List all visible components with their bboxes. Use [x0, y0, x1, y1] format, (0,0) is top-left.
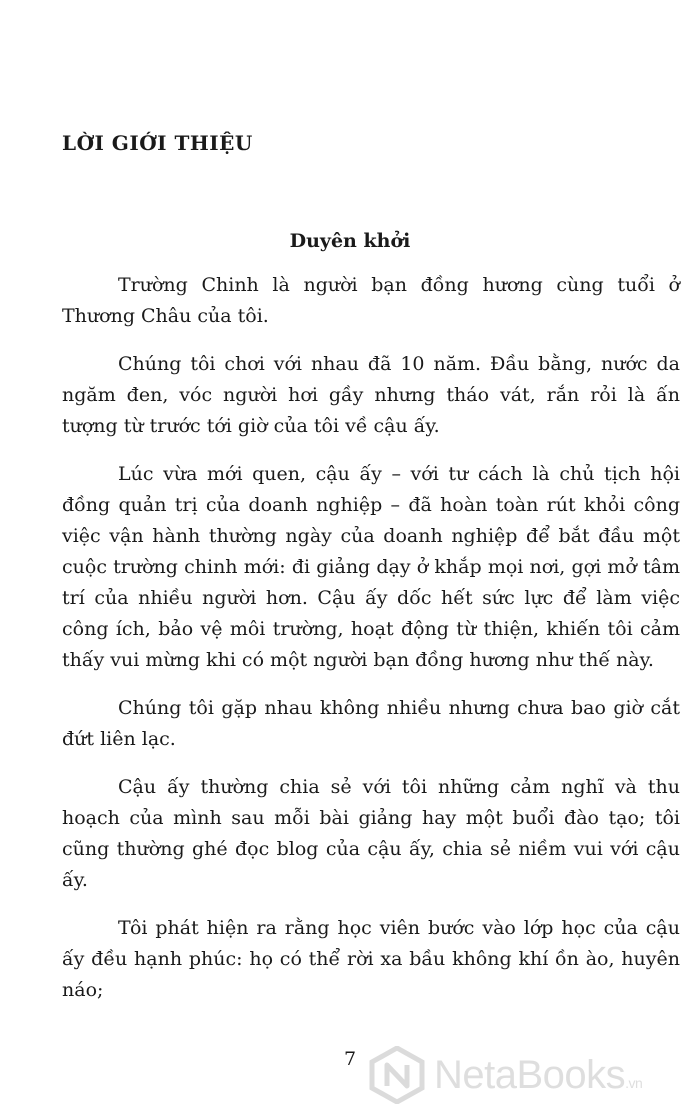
netabooks-logo-icon: [368, 1046, 426, 1104]
chapter-title: LỜI GIỚI THIỆU: [62, 131, 253, 155]
watermark-suffix: .vn: [625, 1074, 643, 1091]
paragraph: Lúc vừa mới quen, cậu ấy – với tư cách là chủ tịch hội đồng quản trị của doanh nghiệp – đã hoàn toàn rút khỏi công việc vận hành thường ngày của doanh nghiệp để bắt đầu một cuộc trường chinh mới: đi giảng dạy ở khắp mọi nơi, gợi mở tâm trí của nhiều người hơn. Cậu ấy dốc hết sức lực để làm việc công ích, bảo vệ môi trường, hoạt động từ thiện, khiến tôi cảm thấy vui mừng khi có một người bạn đồng hương như thế này.: [62, 463, 680, 671]
paragraph: Trường Chinh là người bạn đồng hương cùng tuổi ở Thương Châu của tôi.: [62, 274, 680, 327]
paragraph: Chúng tôi gặp nhau không nhiều nhưng chưa bao giờ cắt đứt liên lạc.: [62, 697, 680, 750]
section-title: Duyên khởi: [289, 230, 411, 252]
paragraph: Tôi phát hiện ra rằng học viên bước vào lớp học của cậu ấy đều hạnh phúc: họ có thể rời xa bầu không khí ồn ào, huyên náo;: [62, 917, 680, 1001]
paragraph: Chúng tôi chơi với nhau đã 10 năm. Đầu bằng, nước da ngăm đen, vóc người hơi gầy nhưng tháo vát, rắn rỏi là ấn tượng từ trước tới giờ của tôi về cậu ấy.: [62, 353, 680, 437]
watermark: [368, 1046, 642, 1104]
paragraph: Cậu ấy thường chia sẻ với tôi những cảm nghĩ và thu hoạch của mình sau mỗi bài giảng hay một buổi đào tạo; tôi cũng thường ghé đọc blog của cậu ấy, chia sẻ niềm vui với cậu ấy.: [62, 776, 680, 891]
body-text: [62, 270, 680, 1023]
page-number: 7: [343, 1048, 357, 1070]
watermark-brand: NetaBooks.vn: [434, 1052, 643, 1097]
